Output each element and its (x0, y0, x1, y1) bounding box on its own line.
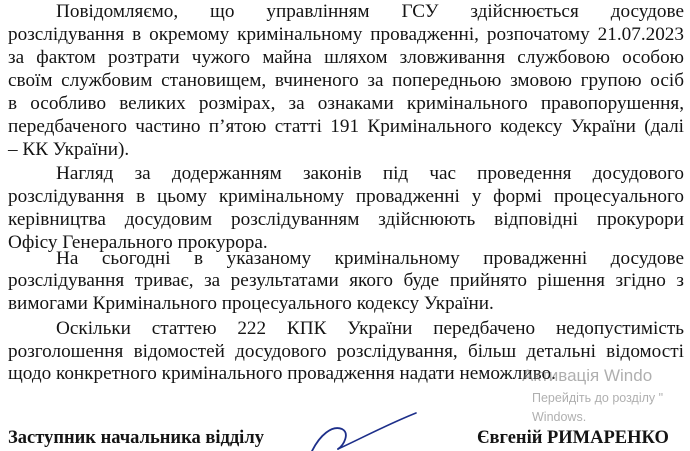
paragraph-2-line-1: Нагляд за додержанням законів під час проведення досудового (56, 163, 684, 184)
windows-activation-watermark-line-1: Перейдіть до розділу " (532, 391, 664, 405)
windows-activation-watermark-line-2: Windows. (532, 410, 587, 424)
paragraph-3-line-1: На сьогодні в указаному кримінальному провадженні досудове (56, 248, 684, 269)
paragraph-1-line-7: – КК України). (8, 139, 130, 160)
paragraph-4-line-1: Оскільки статтею 222 КПК України передбачено недопустимість (56, 318, 684, 339)
paragraph-3-line-3: вимогами Кримінального процесуального кодексу України. (8, 293, 494, 314)
paragraph-1-line-2: розслідування в окремому кримінальному провадженні, розпочатому 21.07.2023 (8, 24, 684, 45)
paragraph-4-line-2: розголошення відомостей досудового розслідування, більш детальні відомості (8, 341, 684, 362)
paragraph-1-line-3: за фактом розтрати чужого майна шляхом зловживання службовою особою (8, 47, 684, 68)
windows-activation-watermark-title: Активація Windo (522, 366, 653, 385)
paragraph-1-line-5: в особливо великих розмірах, за ознаками кримінального правопорушення, (8, 93, 684, 114)
paragraph-1-line-4: своїм службовим становищем, вчиненого за попередньою змовою групою осіб (8, 70, 684, 91)
paragraph-2-line-2: розслідування в цьому кримінальному провадженні у формі процесуального (8, 186, 684, 207)
handwritten-signature (290, 395, 450, 451)
paragraph-2-line-4: Офісу Генерального прокурора. (8, 232, 268, 253)
paragraph-2-line-3: керівництва досудовим розслідуванням здійснюють відповідні прокурори (8, 209, 684, 230)
paragraph-3-line-2: розслідування триває, за результатами якого буде прийнято рішення згідно з (8, 270, 684, 291)
paragraph-1-line-1: Повідомляємо, що управлінням ГСУ здійснюється досудове (56, 1, 684, 22)
paragraph-1-line-6: передбаченого частино п’ятою статті 191 Кримінального кодексу України (далі (8, 116, 684, 137)
signatory-name: Євгеній РИМАРЕНКО (477, 428, 669, 448)
paragraph-4-line-3: щодо конкретного кримінального провадження надати неможливо. (8, 363, 556, 384)
signatory-title: Заступник начальника відділу (8, 428, 264, 448)
